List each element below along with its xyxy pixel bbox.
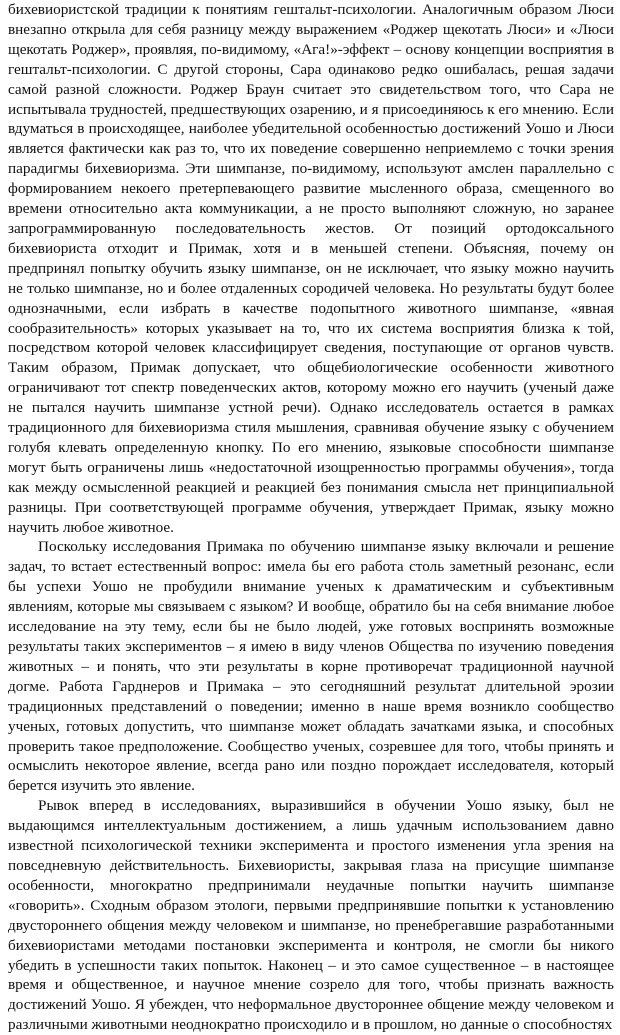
paragraph-washoe-breakthrough: Рывок вперед в исследованиях, выразившийся в обучении Уошо языку, был не выдающимся интеллектуальным достижением, а лишь удачным использованием давно известной психологической техники эксперимента и простого изменения угла зрения на повседневную действительность. Бихевиористы, закрывая глаза на присущие шимпанзе особенности, многократно предпринимали неудачные попытки научить шимпанзе «говорить». Сходным образом этологи, первыми предпринявшие попытки к установлению двустороннего общения между человеком и шимпанзе, но пренебрегавшие разработанными бихевиористами методами постановки эксперимента и контроля, не смогли бы никого убедить в успешности таких попыток. Наконец – и это самое существенное – в настоящее время и общественное, и научное мнение созрело для того, чтобы признать важность достижений Уошо. Я убежден, что неформальное двустороннее общение между человеком и различными животными неоднократно происходило и в прошлом, но данные о способностях: [8, 797, 614, 1034]
paragraph-continuation: бихевиористской традиции к понятиям гештальт-психологии. Аналогичным образом Люси внезапно открыла для себя разницу между выражением «Роджер щекотать Люси» и «Люси щекотать Роджер», проявляя, по-видимому, «Ага!»-эффект – основу концепции восприятия в гештальт-психологии. С другой стороны, Сара одинаково редко ошибалась, решая задачи самой разной сложности. Роджер Браун считает это свидетельством того, что Сара не испытывала трудностей, предшествующих озарению, и я присоединяюсь к его мнению. Если вдуматься в происходящее, наиболее убедительной особенностью достижений Уошо и Люси является фактически как раз то, что их поведение совершенно неприемлемо с точки зрения парадигмы бихевиоризма. Эти шимпанзе, по-видимому, используют амслен параллельно с формированием некоего претерпевающего развитие мысленного образа, смещенного во времени относительно акта коммуникации, а не просто выполняют сложную, но заранее запрограммированную последовательность жестов. От позиций ортодоксального бихевиориста отходит и Примак, хотя и в меньшей степени. Объясняя, почему он предпринял попытку обучить языку шимпанзе, он не исключает, что языку можно научить не только шимпанзе, но и более отдаленных сородичей человека. Но результаты будут более однозначными, если избрать в качестве подопытного животного шимпанзе, «явная сообразительность» которых указывает на то, что их система восприятия близка к той, посредством которой человек классифицирует сведения, поступающие от органов чувств. Таким образом, Примак допускает, что общебиологические особенности животного ограничивают тот спектр поведенческих актов, которому можно его научить (ученый даже не пытался научить шимпанзе устной речи). Однако исследователь остается в рамках традиционного для бихевиоризма стиля мышления, сравнивая обучение языку с обучением голубя клевать определенную кнопку. По его мнению, языковые способности шимпанзе могут быть ограничены лишь «недостаточной изощренностью программы обучения», тогда как между осмысленной реакцией и реакцией без понимания смысла нет принципиальной разницы. При соответствующей программе обучения, утверждает Примак, языку можно научить любое животное.: [8, 1, 614, 536]
paragraph-premack-question: Поскольку исследования Примака по обучению шимпанзе языку включали и решение задач, то встает естественный вопрос: имела бы его работа столь заметный резонанс, если бы успехи Уошо не пробудили внимание ученых к драматическим и субъективным явлениям, которые мы связываем с языком? И вообще, обратило бы на себя внимание любое исследование на эту тему, если бы не было людей, уже готовых воспринять возможные результаты таких экспериментов – я имею в виду членов Общества по изучению поведения животных – и понять, что эти результаты в корне противоречат традиционной научной догме. Работа Гарднеров и Примака – это сегодняшний результат длительной эрозии традиционных представлений о поведении; именно в наше время возникло сообщество ученых, готовых допустить, что шимпанзе может обладать зачатками языка, и способных проверить такое предположение. Сообщество ученых, созревшее для того, чтобы принять и осмыслить некоторое явление, всегда рано или поздно порождает исследователя, который берется изучить это явление.: [8, 538, 614, 795]
